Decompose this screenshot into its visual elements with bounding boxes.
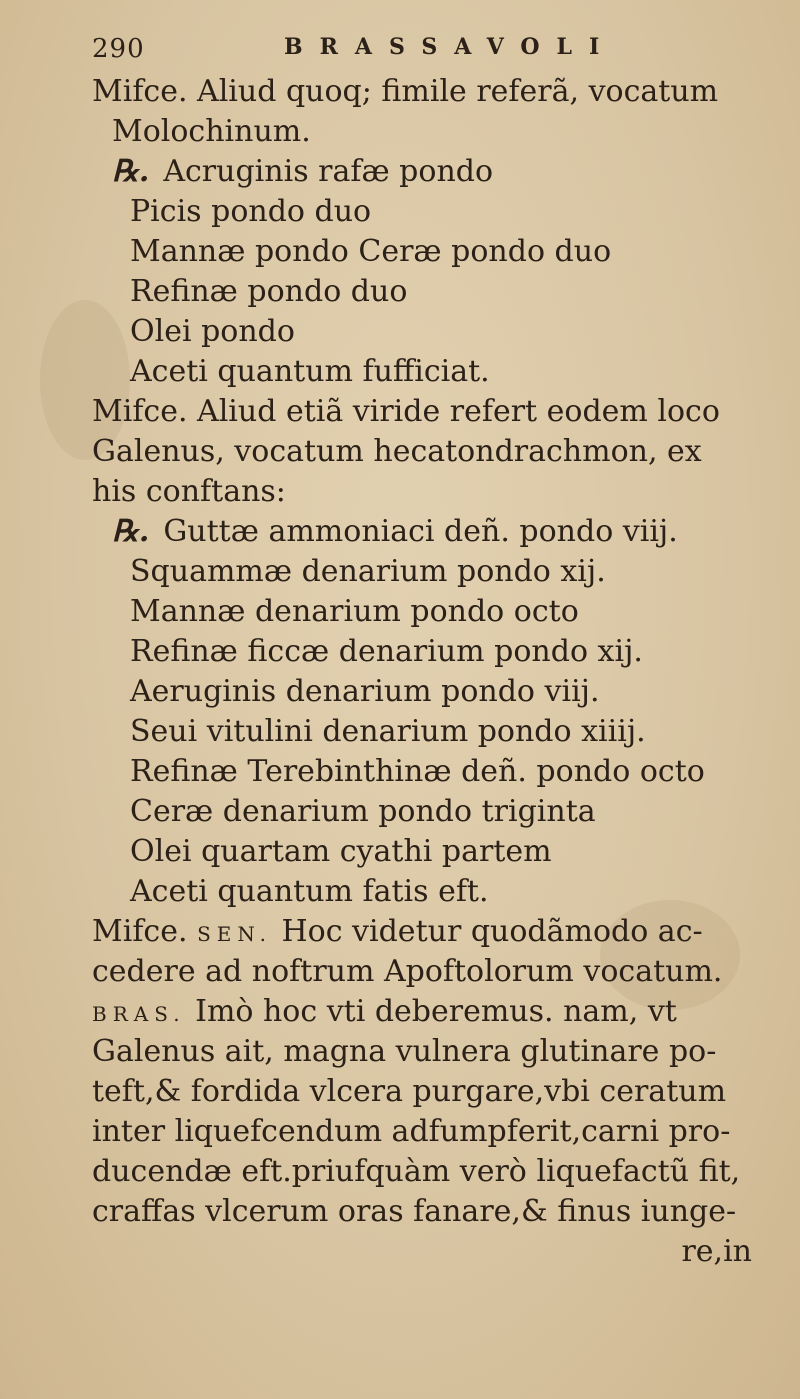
text-line [92, 112, 782, 152]
line-text: Aceti quantum fatis eft. [130, 874, 489, 909]
line-text: Refinæ ficcæ denarium pondo xij. [130, 634, 643, 669]
page-header [92, 28, 732, 68]
line-text: Seui vitulini denarium pondo xiiij. [130, 714, 646, 749]
line-text: Mifce. Aliud etiã viride refert eodem loco [92, 394, 720, 429]
line-text: Ceræ denarium pondo triginta [130, 794, 596, 829]
text-line [92, 872, 782, 912]
line-text: Hoc videtur quodãmodo ac- [281, 914, 703, 949]
text-line [92, 1032, 782, 1072]
recipe-symbol: ℞. [112, 514, 150, 549]
text-line [92, 672, 782, 712]
running-head: BRASSAVOLI [284, 34, 617, 60]
line-text: craffas vlcerum oras fanare,& finus iunge- [92, 1194, 737, 1229]
text-line [92, 792, 782, 832]
text-line [92, 952, 782, 992]
line-text: Acruginis rafæ pondo [163, 154, 494, 189]
line-text: Picis pondo duo [130, 194, 372, 229]
text-line [92, 1112, 782, 1152]
text-line [92, 992, 782, 1032]
text-line [92, 752, 782, 792]
text-line [92, 552, 782, 592]
line-text: cedere ad noftrum Apoftolorum vocatum. [92, 954, 723, 989]
line-text: Galenus, vocatum hecatondrachmon, ex [92, 434, 702, 469]
text-line [92, 592, 782, 632]
text-line [92, 72, 782, 112]
text-line [92, 432, 782, 472]
text-line [92, 272, 782, 312]
line-text: Aeruginis denarium pondo viij. [130, 674, 600, 709]
line-text: inter liquefcendum adfumpferit,carni pro- [92, 1114, 731, 1149]
text-line [92, 912, 782, 952]
line-text: Aceti quantum fufficiat. [130, 354, 490, 389]
line-text: Guttæ ammoniaci deñ. pondo viij. [163, 514, 678, 549]
line-text: Olei pondo [130, 314, 295, 349]
text-line [92, 352, 782, 392]
line-text: re,in [681, 1234, 752, 1269]
text-line [92, 1232, 782, 1272]
text-line [92, 632, 782, 672]
line-text: his conftans: [92, 474, 286, 509]
text-line [92, 232, 782, 272]
line-text: Molochinum. [112, 114, 311, 149]
text-line [92, 392, 782, 432]
speaker-label: SEN. [197, 922, 272, 946]
line-text: Refinæ pondo duo [130, 274, 408, 309]
line-text: Squammæ denarium pondo xij. [130, 554, 606, 589]
text-line [92, 152, 782, 192]
text-line [92, 1072, 782, 1112]
line-text: Imò hoc vti deberemus. nam, vt [195, 994, 677, 1029]
text-line [92, 192, 782, 232]
line-text: teft,& fordida vlcera purgare,vbi ceratum [92, 1074, 727, 1109]
recipe-symbol: ℞. [112, 154, 150, 189]
line-text: ducendæ eft.priufquàm verò liquefactũ fit, [92, 1154, 741, 1189]
line-text: Refinæ Terebinthinæ deñ. pondo octo [130, 754, 705, 789]
text-line [92, 712, 782, 752]
line-text: Mannæ denarium pondo octo [130, 594, 579, 629]
text-line [92, 312, 782, 352]
line-text: Mifce. Aliud quoq; fimile referã, vocatum [92, 74, 719, 109]
line-text: Olei quartam cyathi partem [130, 834, 552, 869]
line-text: Mannæ pondo Ceræ pondo duo [130, 234, 612, 269]
text-line [92, 832, 782, 872]
page-number: 290 [92, 34, 145, 64]
text-line [92, 472, 782, 512]
text-line [92, 512, 782, 552]
body-text [92, 72, 782, 1272]
text-line [92, 1192, 782, 1232]
speaker-label: BRAS. [92, 1002, 186, 1026]
text-line [92, 1152, 782, 1192]
line-text: Galenus ait, magna vulnera glutinare po- [92, 1034, 717, 1069]
line-text: Mifce. [92, 914, 188, 949]
